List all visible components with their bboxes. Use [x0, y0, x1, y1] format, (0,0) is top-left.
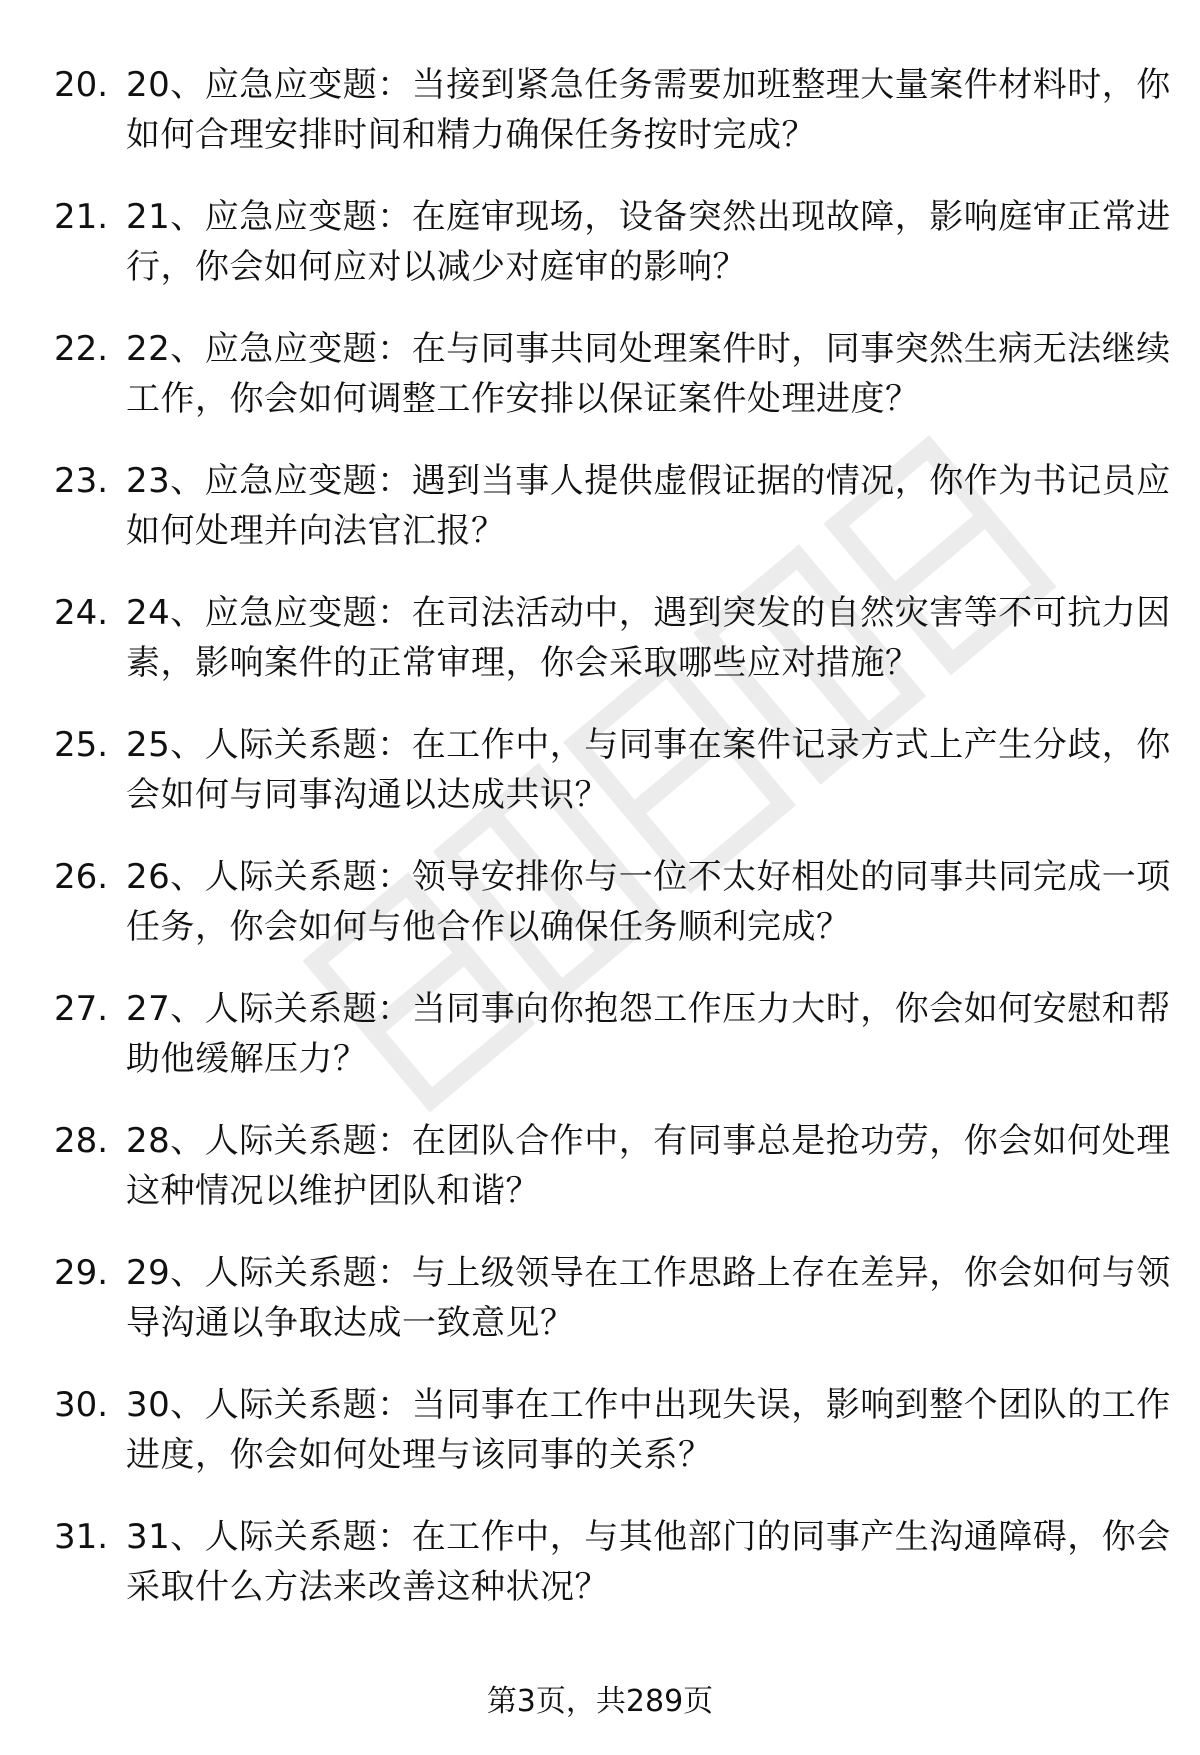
page-footer: 第3页，共289页 [486, 1684, 714, 1719]
list-item [54, 852, 1171, 984]
item-number: 26. [54, 857, 109, 897]
item-text: 21、应急应变题：在庭审现场，设备突然出现故障，影响庭审正常进行，你会如何应对以减少对庭审的影响？ [126, 197, 1171, 287]
list-item [54, 984, 1171, 1116]
item-text: 28、人际关系题：在团队合作中，有同事总是抢功劳，你会如何处理这种情况以维护团队和谐？ [126, 1121, 1171, 1211]
item-number: 24. [54, 593, 109, 633]
list-item [54, 456, 1171, 588]
item-text: 20、应急应变题：当接到紧急任务需要加班整理大量案件材料时，你如何合理安排时间和精力确保任务按时完成？ [126, 65, 1171, 155]
list-item [54, 588, 1171, 720]
item-text: 25、人际关系题：在工作中，与同事在案件记录方式上产生分歧，你会如何与同事沟通以达成共识？ [126, 725, 1171, 815]
item-text: 31、人际关系题：在工作中，与其他部门的同事产生沟通障碍，你会采取什么方法来改善这种状况？ [126, 1517, 1171, 1607]
item-number: 25. [54, 725, 109, 765]
list-item [54, 1380, 1171, 1512]
item-text: 30、人际关系题：当同事在工作中出现失误，影响到整个团队的工作进度，你会如何处理与该同事的关系？ [126, 1385, 1171, 1475]
item-number: 22. [54, 329, 109, 369]
item-number: 23. [54, 461, 109, 501]
item-text: 24、应急应变题：在司法活动中，遇到突发的自然灾害等不可抗力因素，影响案件的正常审理，你会采取哪些应对措施？ [126, 593, 1171, 683]
list-item [54, 720, 1171, 852]
item-number: 31. [54, 1517, 109, 1557]
item-number: 28. [54, 1121, 109, 1161]
list-item [54, 1248, 1171, 1380]
item-text: 29、人际关系题：与上级领导在工作思路上存在差异，你会如何与领导沟通以争取达成一致意见？ [126, 1253, 1171, 1343]
item-number: 20. [54, 65, 109, 105]
item-text: 22、应急应变题：在与同事共同处理案件时，同事突然生病无法继续工作，你会如何调整工作安排以保证案件处理进度？ [126, 329, 1171, 419]
item-text: 23、应急应变题：遇到当事人提供虚假证据的情况，你作为书记员应如何处理并向法官汇报？ [126, 461, 1171, 551]
item-number: 21. [54, 197, 109, 237]
item-number: 27. [54, 989, 109, 1029]
list-item [54, 60, 1171, 192]
item-text: 27、人际关系题：当同事向你抱怨工作压力大时，你会如何安慰和帮助他缓解压力？ [126, 989, 1171, 1079]
item-number: 29. [54, 1253, 109, 1293]
list-item [54, 192, 1171, 324]
list-item [54, 324, 1171, 456]
list-item [54, 1116, 1171, 1248]
question-list [54, 60, 1171, 1644]
list-item [54, 1512, 1171, 1644]
item-text: 26、人际关系题：领导安排你与一位不太好相处的同事共同完成一项任务，你会如何与他合作以确保任务顺利完成？ [126, 857, 1171, 947]
item-number: 30. [54, 1385, 109, 1425]
